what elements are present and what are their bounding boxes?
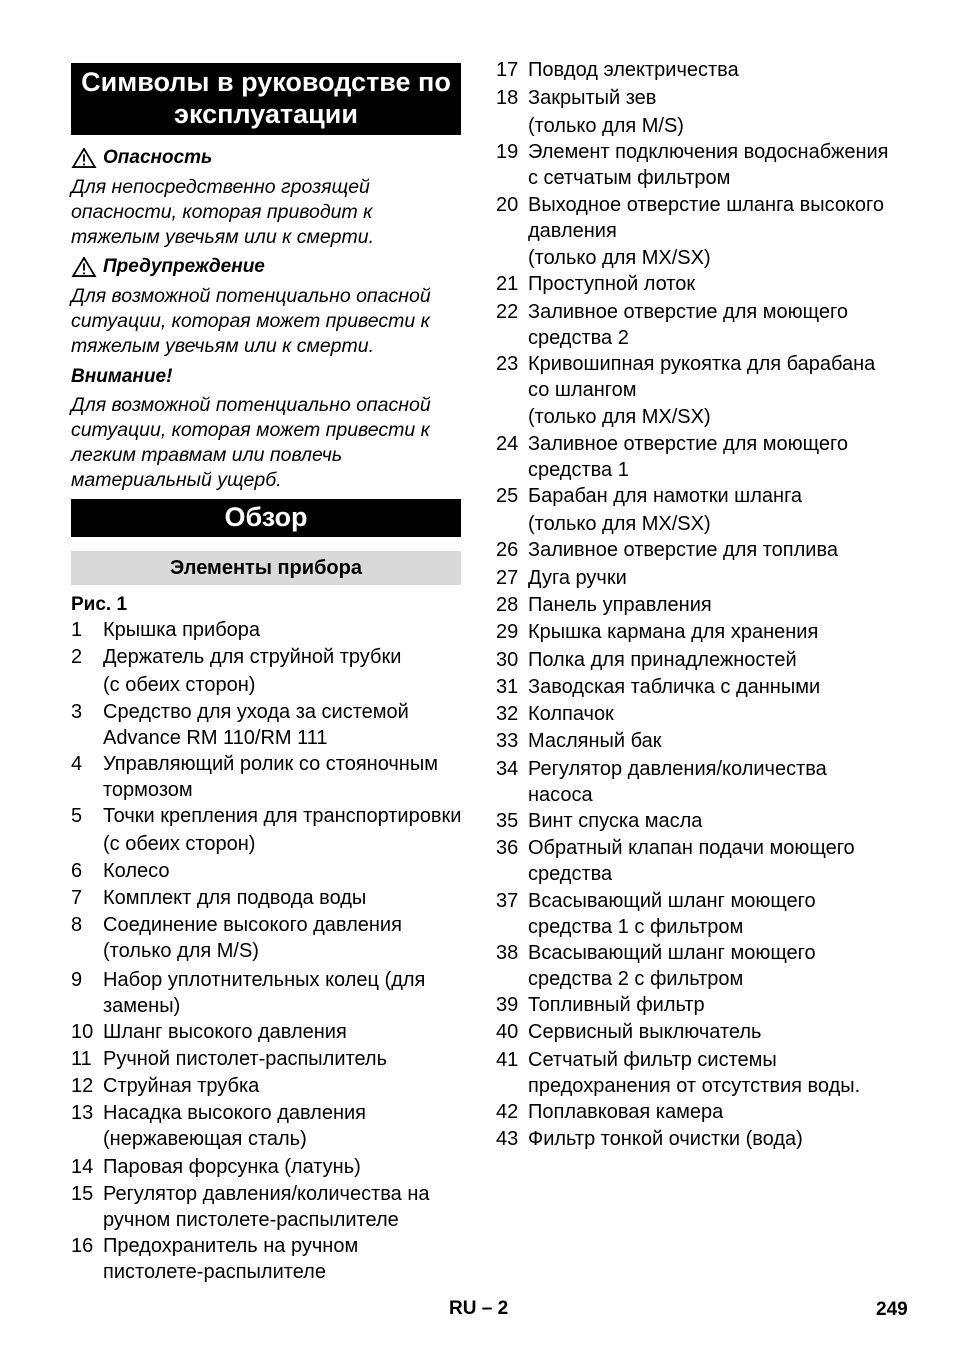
item-text	[103, 1020, 463, 1046]
item-label: Регулятор давления/количества насоса	[528, 758, 827, 806]
item-number: 18	[496, 87, 519, 109]
item-number: 17	[496, 59, 519, 81]
list-item	[71, 1020, 463, 1046]
item-text	[103, 1047, 463, 1073]
item-text	[528, 1100, 896, 1126]
item-label: Всасывающий шланг моющего средства 1 с фильтром	[528, 890, 816, 938]
item-label: Закрытый зев	[528, 87, 657, 109]
item-label: Заводская табличка с данными	[528, 676, 821, 698]
item-label: Поплавковая камера	[528, 1101, 724, 1123]
item-number: 43	[496, 1128, 519, 1150]
item-number: 15	[71, 1183, 94, 1205]
item-text	[103, 752, 463, 803]
list-item	[496, 809, 896, 835]
overview-section-title: Обзор	[71, 499, 461, 537]
item-label: Струйная трубка	[103, 1075, 260, 1097]
item-label: Паровая форсунка (латунь)	[103, 1156, 361, 1178]
item-text	[528, 1020, 896, 1046]
item-label: Набор уплотнительных колец (для замены)	[103, 969, 426, 1017]
item-number: 27	[496, 567, 519, 589]
item-number: 28	[496, 594, 519, 616]
list-item	[496, 272, 896, 298]
item-label: Винт спуска масла	[528, 810, 703, 832]
item-label: Выходное отверстие шланга высокого давления	[528, 194, 885, 242]
item-number: 23	[496, 353, 519, 375]
item-label: Держатель для струйной трубки	[103, 646, 402, 668]
danger-text: Для непосредственно грозящей опасности, которая приводит к тяжелым увечьям или к смерти.	[71, 176, 375, 248]
item-text	[103, 1234, 463, 1285]
item-label: Элемент подключения водоснабжения с сетчатым фильтром	[528, 141, 889, 189]
item-note: (только для MX/SX)	[528, 406, 711, 428]
item-number: 31	[496, 676, 519, 698]
item-note: (только для MX/SX)	[528, 247, 711, 269]
item-number: 10	[71, 1021, 94, 1043]
item-label: Полка для принадлежностей	[528, 649, 797, 671]
item-label: Фильтр тонкой очистки (вода)	[528, 1128, 803, 1150]
item-number: 29	[496, 621, 519, 643]
item-text	[528, 352, 896, 431]
item-number: 11	[71, 1048, 92, 1070]
item-text	[528, 140, 896, 191]
list-item	[496, 648, 896, 674]
list-item	[496, 941, 896, 992]
item-number: 34	[496, 758, 519, 780]
item-label: Колесо	[103, 860, 170, 882]
list-item	[496, 729, 896, 755]
item-text	[528, 193, 896, 272]
item-label: Управляющий ролик со стояночным тормозом	[103, 753, 438, 801]
item-text	[103, 1101, 463, 1152]
elements-subsection-title: Элементы прибора	[71, 551, 461, 585]
item-text	[528, 993, 896, 1019]
item-number: 1	[71, 619, 83, 641]
footer-language-page: RU – 2	[449, 1298, 509, 1319]
item-text	[528, 1127, 896, 1153]
item-number: 20	[496, 194, 519, 216]
item-number: 25	[496, 485, 519, 507]
item-label: Заливное отверстие для моющего средства 1	[528, 433, 848, 481]
warning-triangle-icon	[71, 148, 97, 168]
list-item	[496, 1127, 896, 1153]
item-text	[528, 809, 896, 835]
item-label: Барабан для намотки шланга	[528, 485, 803, 507]
item-number: 12	[71, 1075, 94, 1097]
item-label: Сервисный выключатель	[528, 1021, 762, 1043]
item-text	[528, 432, 896, 483]
list-item	[496, 1100, 896, 1126]
item-number: 2	[71, 646, 83, 668]
list-item	[496, 675, 896, 701]
caution-heading: Внимание!	[71, 366, 173, 387]
list-item	[71, 645, 463, 698]
warning-text: Для возможной потенциально опасной ситуации, которая может привести к тяжелым увечьям или к смерти.	[71, 285, 431, 357]
list-item	[71, 1047, 463, 1073]
item-number: 26	[496, 539, 519, 561]
item-text	[528, 1048, 896, 1099]
list-item	[71, 700, 463, 751]
item-text	[528, 889, 896, 940]
item-label: Крышка прибора	[103, 619, 261, 641]
item-label: Кривошипная рукоятка для барабана со шлангом	[528, 353, 876, 401]
list-item	[71, 752, 463, 803]
item-text	[528, 58, 896, 84]
item-text	[103, 913, 463, 964]
list-item	[496, 836, 896, 887]
item-text	[103, 645, 463, 698]
warning-heading: Предупреждение	[103, 256, 265, 277]
list-item	[71, 1234, 463, 1285]
list-item	[71, 968, 463, 1019]
list-item	[496, 566, 896, 592]
item-number: 4	[71, 753, 83, 775]
item-note: (только для M/S)	[528, 114, 684, 137]
item-text	[528, 538, 896, 564]
item-text	[528, 757, 896, 808]
item-text	[528, 272, 896, 298]
caution-text: Для возможной потенциально опасной ситуации, которая может привести к легким травмам или повлечь материальный ущерб.	[71, 394, 431, 491]
item-label: Регулятор давления/количества на ручном пистолете-распылителе	[103, 1183, 430, 1231]
item-number: 35	[496, 810, 519, 832]
item-label: Сетчатый фильтр системы предохранения от отсутствия воды.	[528, 1049, 861, 1097]
list-item	[71, 1074, 463, 1100]
symbols-section-title: Символы в руководстве по эксплуатации	[71, 63, 461, 135]
list-item	[71, 913, 463, 964]
warning-heading-row	[71, 256, 265, 278]
list-item	[496, 58, 896, 84]
list-item	[71, 886, 463, 912]
list-item	[496, 432, 896, 483]
item-label: Ручной пистолет-распылитель	[103, 1048, 388, 1070]
item-label: Всасывающий шланг моющего средства 2 с фильтром	[528, 942, 816, 990]
list-item	[496, 193, 896, 272]
item-label: Точки крепления для транспортировки	[103, 805, 462, 827]
item-text	[528, 836, 896, 887]
item-number: 38	[496, 942, 519, 964]
list-item	[496, 593, 896, 619]
danger-heading: Опасность	[103, 147, 213, 168]
item-number: 16	[71, 1235, 94, 1257]
item-number: 8	[71, 914, 83, 936]
item-note: (с обеих сторон)	[103, 832, 256, 855]
list-item	[496, 702, 896, 728]
list-item	[496, 620, 896, 646]
item-text	[528, 620, 896, 646]
item-text	[528, 566, 896, 592]
item-label: Повдод электричества	[528, 59, 739, 81]
item-text	[528, 702, 896, 728]
item-text	[103, 1155, 463, 1181]
item-label: Шланг высокого давления	[103, 1021, 347, 1043]
list-item	[71, 1155, 463, 1181]
footer-page-number: 249	[876, 1299, 908, 1320]
item-number: 30	[496, 649, 519, 671]
list-item	[71, 1101, 463, 1152]
item-number: 9	[71, 969, 83, 991]
item-text	[528, 729, 896, 755]
item-text	[103, 804, 463, 857]
item-text	[103, 1182, 463, 1233]
item-number: 14	[71, 1156, 94, 1178]
item-number: 3	[71, 701, 83, 723]
item-text	[103, 968, 463, 1019]
figure-label: Рис. 1	[71, 594, 128, 615]
item-number: 21	[496, 273, 519, 295]
item-text	[528, 941, 896, 992]
item-label: Панель управления	[528, 594, 712, 616]
item-text	[528, 675, 896, 701]
list-item	[496, 1048, 896, 1099]
list-item	[496, 484, 896, 537]
item-number: 42	[496, 1101, 519, 1123]
item-number: 36	[496, 837, 519, 859]
item-label: Заливное отверстие для моющего средства 2	[528, 301, 848, 349]
item-label: Насадка высокого давления (нержавеющая сталь)	[103, 1102, 367, 1150]
item-note: (с обеих сторон)	[103, 673, 256, 696]
item-text	[528, 300, 896, 351]
item-number: 19	[496, 141, 519, 163]
item-text	[103, 859, 463, 885]
item-note: (только для MX/SX)	[528, 512, 711, 535]
item-number: 32	[496, 703, 519, 725]
list-item	[71, 618, 463, 644]
list-item	[496, 538, 896, 564]
item-text	[103, 1074, 463, 1100]
item-label: Проступной лоток	[528, 273, 696, 295]
item-number: 37	[496, 890, 519, 912]
item-number: 33	[496, 730, 519, 752]
item-text	[528, 593, 896, 619]
list-item	[496, 1020, 896, 1046]
list-item	[496, 300, 896, 351]
item-label: Топливный фильтр	[528, 994, 705, 1016]
item-label: Колпачок	[528, 703, 614, 725]
item-label: Соединение высокого давления (только для M/S)	[103, 914, 402, 962]
item-number: 22	[496, 301, 519, 323]
item-number: 6	[71, 860, 83, 882]
item-text	[103, 700, 463, 751]
list-item	[71, 1182, 463, 1233]
item-number: 24	[496, 433, 519, 455]
item-label: Предохранитель на ручном пистолете-распылителе	[103, 1235, 359, 1283]
item-number: 39	[496, 994, 519, 1016]
list-item	[71, 804, 463, 857]
list-item	[496, 86, 896, 139]
item-label: Обратный клапан подачи моющего средства	[528, 837, 855, 885]
item-label: Заливное отверстие для топлива	[528, 539, 838, 561]
warning-triangle-icon	[71, 257, 97, 277]
list-item	[496, 352, 896, 431]
list-item	[496, 757, 896, 808]
item-label: Комплект для подвода воды	[103, 887, 367, 909]
item-number: 41	[496, 1049, 519, 1071]
item-text	[528, 86, 896, 139]
danger-heading-row	[71, 147, 212, 169]
item-label: Дуга ручки	[528, 567, 627, 589]
item-number: 40	[496, 1021, 519, 1043]
item-label: Масляный бак	[528, 730, 662, 752]
list-item	[496, 889, 896, 940]
list-item	[496, 140, 896, 191]
item-label: Средство для ухода за системой Advance RM 110/RM 111	[103, 701, 409, 749]
item-label: Крышка кармана для хранения	[528, 621, 819, 643]
item-number: 5	[71, 805, 83, 827]
item-text	[528, 484, 896, 537]
list-item	[496, 993, 896, 1019]
item-number: 13	[71, 1102, 94, 1124]
item-number: 7	[71, 887, 83, 909]
list-item	[71, 859, 463, 885]
item-text	[103, 886, 463, 912]
item-text	[103, 618, 463, 644]
item-text	[528, 648, 896, 674]
